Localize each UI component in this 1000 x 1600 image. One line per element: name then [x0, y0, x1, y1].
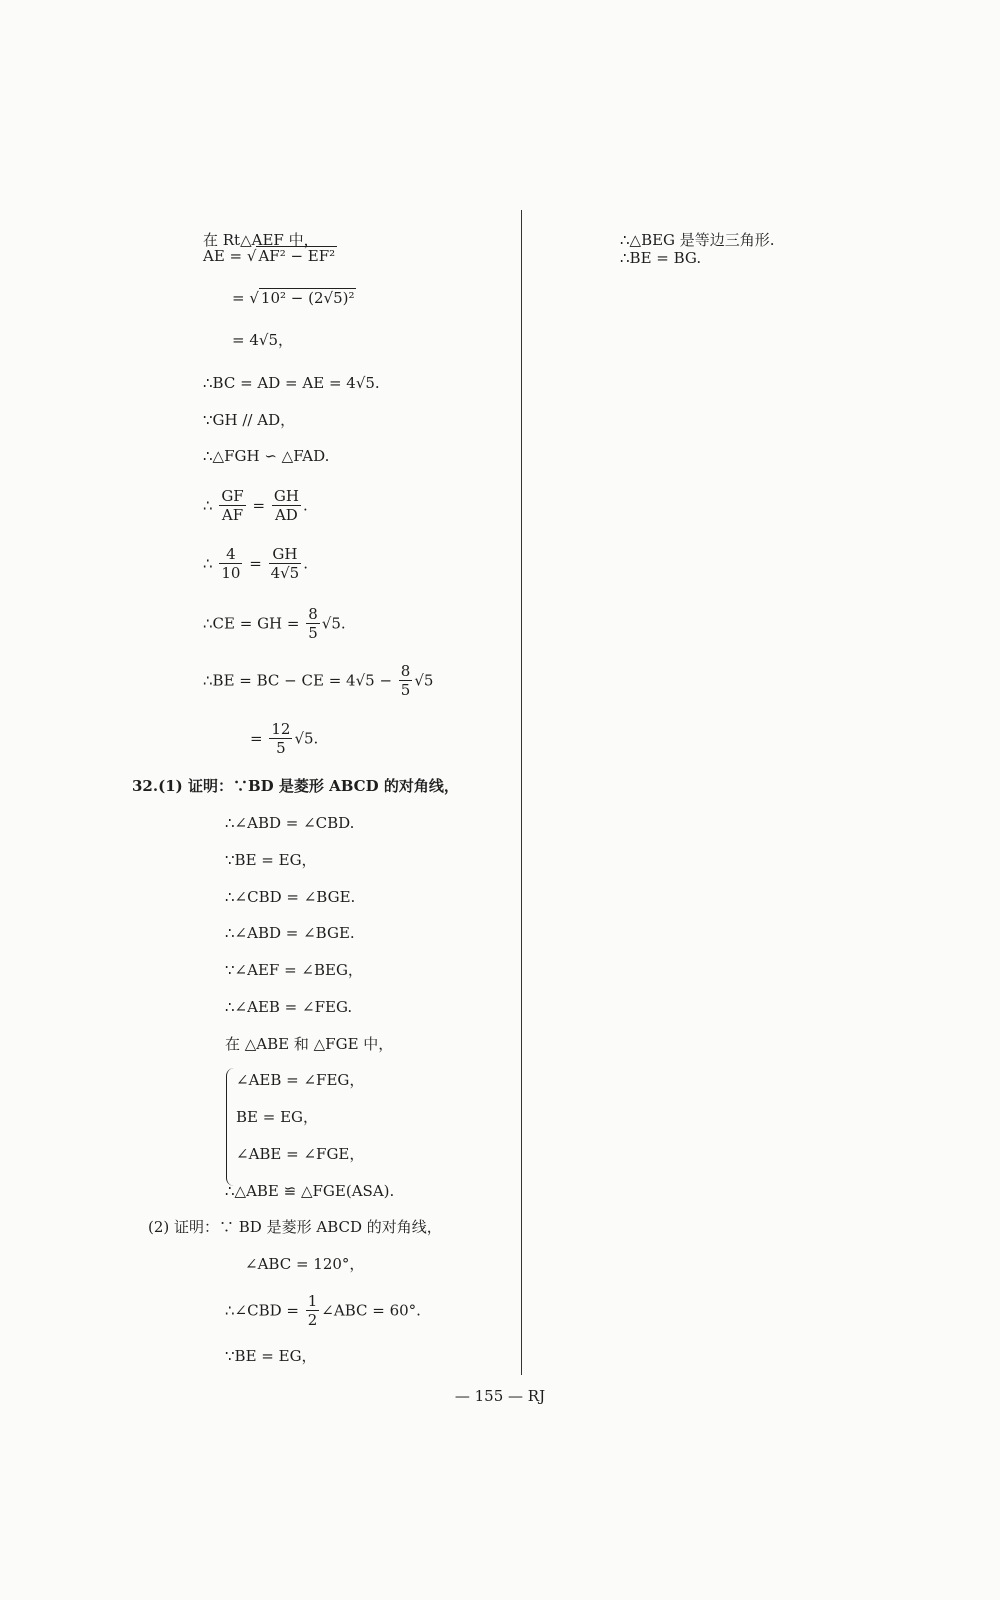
- fraction-equation: [203, 662, 433, 699]
- sqrt-expression: √ AF² − EF²: [246, 247, 336, 265]
- denominator: AD: [274, 506, 298, 524]
- equation-part: ∴BE = BC − CE = 4√5 −: [203, 671, 397, 690]
- text-line: ∴∠ABD = ∠CBD.: [225, 814, 355, 832]
- fraction: [399, 662, 413, 699]
- fraction: [272, 487, 301, 524]
- equation-part: =: [232, 289, 250, 307]
- fraction-equation: [203, 545, 308, 582]
- denominator: 10: [221, 564, 241, 582]
- numerator: GF: [221, 487, 244, 505]
- brace: [226, 1068, 235, 1186]
- equation-ae: [203, 246, 337, 266]
- denominator: 5: [308, 624, 318, 642]
- fraction: [306, 1292, 320, 1329]
- denominator: AF: [221, 506, 244, 524]
- numerator: 8: [400, 662, 411, 680]
- denominator: 4√5: [270, 564, 300, 582]
- equation-part: =: [250, 729, 268, 748]
- text-line: ∠ABC = 120°，: [245, 1255, 365, 1273]
- text-line: (2) 证明：∵ BD 是菱形 ABCD 的对角线，: [148, 1218, 442, 1236]
- equation-part: ∴CE = GH =: [203, 614, 305, 633]
- fraction: [306, 605, 320, 642]
- equation-part: √5.: [321, 614, 346, 633]
- text-line: ∵∠AEF = ∠BEG，: [225, 961, 363, 979]
- fraction: [219, 545, 242, 582]
- fraction-equation: [203, 487, 308, 524]
- text-line: ∴△ABE ≌ △FGE(ASA).: [225, 1182, 395, 1200]
- text-line: ∵BE = EG，: [225, 851, 317, 869]
- equation-part: ∠ABC = 60°.: [321, 1301, 421, 1320]
- equation-part: ∴: [203, 496, 213, 515]
- brace-line: BE = EG，: [236, 1108, 319, 1126]
- equation-part: =: [249, 554, 262, 573]
- numerator: GH: [273, 487, 299, 505]
- text-line: ∵BE = EG，: [225, 1347, 317, 1365]
- problem-text: 32.(1) 证明：∵BD 是菱形 ABCD 的对角线，: [132, 777, 459, 795]
- text-line: 在 Rt△AEF 中，: [203, 231, 319, 249]
- fraction: [269, 720, 292, 757]
- equation-part: √5: [414, 671, 434, 690]
- text-line: 在 △ABE 和 △FGE 中，: [225, 1035, 394, 1053]
- column-divider: [521, 210, 522, 1375]
- brace-line: ∠AEB = ∠FEG，: [236, 1071, 365, 1089]
- fraction-equation: [250, 720, 318, 757]
- fraction-equation: [203, 605, 346, 642]
- equation-part: ∴∠CBD =: [225, 1301, 304, 1320]
- equation-part: AE =: [203, 247, 247, 265]
- fraction: [219, 487, 245, 524]
- sqrt-expression: √ 10² − (2√5)²: [249, 289, 355, 307]
- text-line: ∴∠CBD = ∠BGE.: [225, 888, 356, 906]
- brace-line: ∠ABE = ∠FGE，: [236, 1145, 365, 1163]
- equation-part: ∴: [203, 554, 213, 573]
- equation-part: .: [303, 554, 308, 573]
- equation-part: .: [302, 496, 308, 515]
- denominator: 2: [307, 1311, 318, 1329]
- numerator: 4: [219, 545, 242, 564]
- fraction: [269, 545, 302, 582]
- text-line: ∴∠AEB = ∠FEG.: [225, 998, 353, 1016]
- numerator: 12: [271, 720, 291, 738]
- numerator: 8: [308, 605, 318, 623]
- radicand: 10² − (2√5)²: [260, 289, 355, 307]
- numerator: GH: [269, 545, 302, 564]
- text-line: ∴△BEG 是等边三角形.: [620, 231, 775, 249]
- equation-part: =: [252, 496, 266, 515]
- text-line: ∴BE = BG.: [620, 249, 702, 267]
- text-line: ∴∠ABD = ∠BGE.: [225, 924, 355, 942]
- radicand: AF² − EF²: [258, 247, 336, 265]
- fraction-equation: [225, 1292, 421, 1329]
- equation-step: [232, 288, 356, 308]
- page-footer: — 155 — RJ: [454, 1387, 546, 1405]
- equation-part: √5.: [294, 729, 319, 748]
- problem-32-heading: [132, 776, 459, 796]
- text-line: ∴△FGH ∽ △FAD.: [203, 447, 330, 465]
- denominator: 5: [276, 739, 286, 757]
- numerator: 1: [307, 1292, 318, 1310]
- text-line: ∴BC = AD = AE = 4√5.: [203, 374, 380, 392]
- denominator: 5: [400, 681, 411, 699]
- equation-step: = 4√5，: [232, 331, 293, 349]
- text-line: ∵GH // AD，: [203, 411, 296, 429]
